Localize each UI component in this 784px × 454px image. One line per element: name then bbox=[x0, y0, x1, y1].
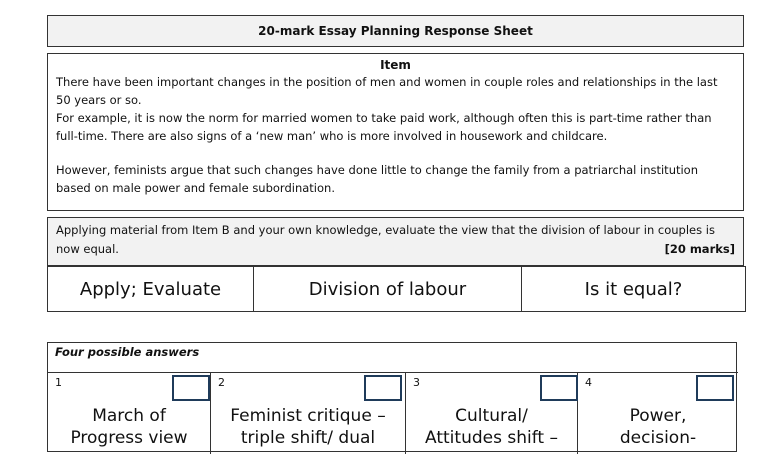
answer-line-2: Attitudes shift – bbox=[425, 428, 558, 448]
answer-checkbox-1[interactable] bbox=[172, 375, 210, 401]
question-marks: [20 marks] bbox=[664, 242, 735, 256]
answer-checkbox-2[interactable] bbox=[364, 375, 402, 401]
item-paragraph-2: For example, it is now the norm for married women to take paid work, although often this is part-time rather than full-time. There are also signs of a ‘new man’ who is more involved in housework and childcare. bbox=[56, 111, 712, 143]
question-box bbox=[47, 217, 744, 266]
answer-number: 3 bbox=[413, 376, 420, 389]
answer-option-2 bbox=[211, 373, 406, 454]
answer-checkbox-4[interactable] bbox=[696, 375, 734, 401]
item-paragraph-1: There have been important changes in the position of men and women in couple roles and relationships in the last 50 years or so. bbox=[56, 75, 718, 107]
answers-row bbox=[48, 372, 738, 454]
summary-cell-apply: Apply; Evaluate bbox=[48, 267, 254, 311]
sheet-title: 20-mark Essay Planning Response Sheet bbox=[47, 15, 744, 47]
answer-line-1: Feminist critique – bbox=[230, 406, 386, 426]
answer-number: 4 bbox=[585, 376, 592, 389]
question-text: Applying material from Item B and your own knowledge, evaluate the view that the division of labour in couples is now equal. bbox=[56, 223, 715, 256]
answers-box bbox=[47, 342, 737, 452]
answer-line-1: March of bbox=[92, 406, 166, 426]
answer-checkbox-3[interactable] bbox=[540, 375, 578, 401]
answers-label: Four possible answers bbox=[55, 345, 200, 359]
item-heading: Item bbox=[380, 58, 411, 72]
answer-number: 2 bbox=[218, 376, 225, 389]
answer-line-2: triple shift/ dual bbox=[240, 428, 376, 448]
answer-option-3 bbox=[406, 373, 578, 454]
item-paragraph-3: However, feminists argue that such changes have done little to change the family from a patriarchal institution based on male power and female subordination. bbox=[56, 163, 699, 195]
answer-line-1: Power, bbox=[629, 406, 687, 426]
answer-option-4 bbox=[578, 373, 738, 454]
answer-line-2: Progress view bbox=[70, 428, 188, 448]
answer-line-2: decision- bbox=[619, 428, 697, 448]
item-box bbox=[47, 53, 744, 211]
answer-number: 1 bbox=[55, 376, 62, 389]
answer-option-1 bbox=[48, 373, 211, 454]
summary-cell-topic: Division of labour bbox=[254, 267, 522, 311]
answer-line-1: Cultural/ bbox=[455, 406, 528, 426]
summary-cell-question: Is it equal? bbox=[584, 278, 683, 300]
summary-table bbox=[47, 266, 746, 312]
